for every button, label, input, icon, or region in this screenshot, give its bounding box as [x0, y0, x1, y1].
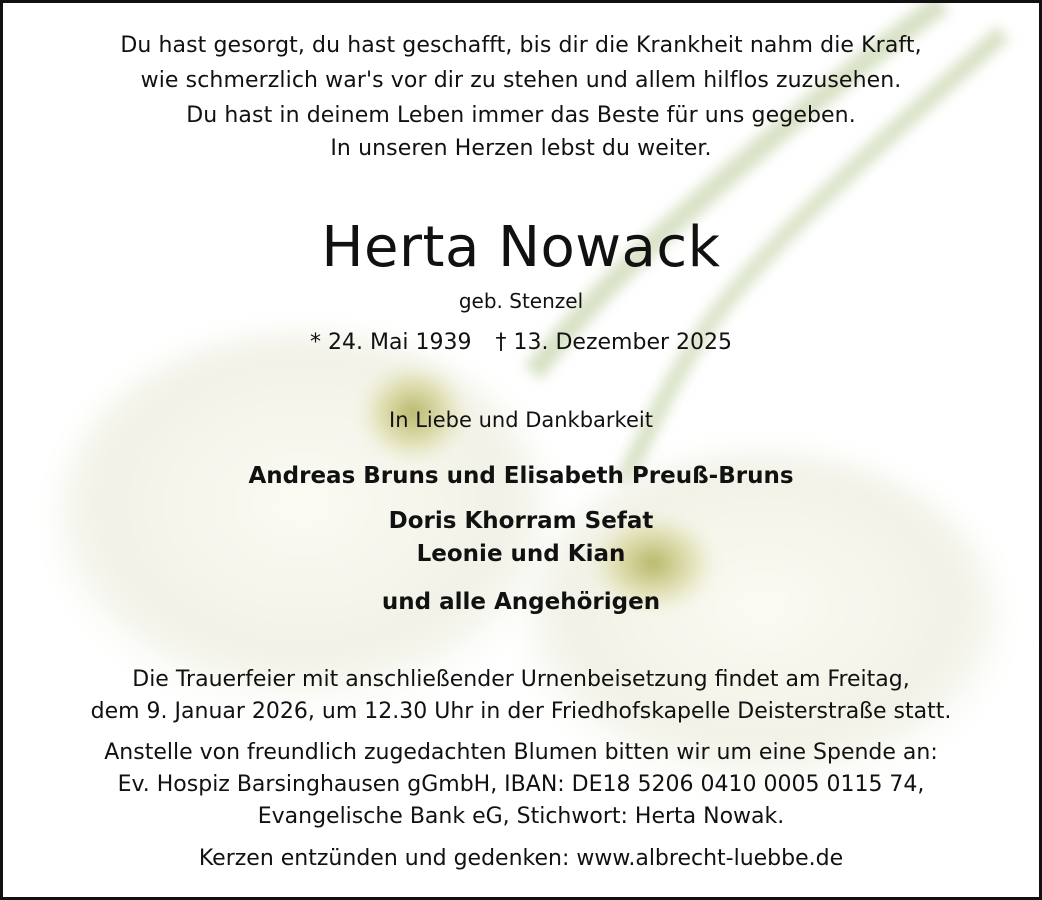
- donation-line-1: Anstelle von freundlich zugedachten Blumen bitten wir um eine Spende an:: [104, 740, 938, 765]
- family-line-1: Andreas Bruns und Elisabeth Preuß-Bruns: [248, 463, 794, 489]
- deceased-name: Herta Nowack: [321, 215, 721, 280]
- family-line-2: Doris Khorram Sefat: [388, 508, 654, 534]
- death-date: † 13. Dezember 2025: [495, 330, 733, 355]
- verse-line-4: In unseren Herzen lebst du weiter.: [330, 136, 712, 161]
- life-dates: [3, 330, 1039, 355]
- verse-line-2: wie schmerzlich war's vor dir zu stehen und allem hilflos zuzusehen.: [140, 68, 902, 93]
- candle-website-line: Kerzen entzünden und gedenken: www.albrecht-luebbe.de: [198, 846, 844, 871]
- verse-line-3: Du hast in deinem Leben immer das Beste für uns gegeben.: [186, 103, 856, 128]
- donation-line-3: Evangelische Bank eG, Stichwort: Herta Nowak.: [257, 804, 785, 829]
- verse-line-1: Du hast gesorgt, du hast geschafft, bis dir die Krankheit nahm die Kraft,: [120, 33, 922, 58]
- birth-date: * 24. Mai 1939: [309, 330, 472, 355]
- maiden-name: geb. Stenzel: [458, 289, 584, 313]
- ceremony-line-1: Die Trauerfeier mit anschließender Urnenbeisetzung findet am Freitag,: [132, 667, 910, 692]
- family-line-4: und alle Angehörigen: [381, 589, 661, 615]
- ceremony-line-2: dem 9. Januar 2026, um 12.30 Uhr in der Friedhofskapelle Deisterstraße statt.: [90, 699, 952, 724]
- family-line-3: Leonie und Kian: [416, 541, 626, 567]
- dedication-line: In Liebe und Dankbarkeit: [389, 408, 653, 432]
- donation-line-2: Ev. Hospiz Barsinghausen gGmbH, IBAN: DE18 5206 0410 0005 0115 74,: [117, 772, 925, 797]
